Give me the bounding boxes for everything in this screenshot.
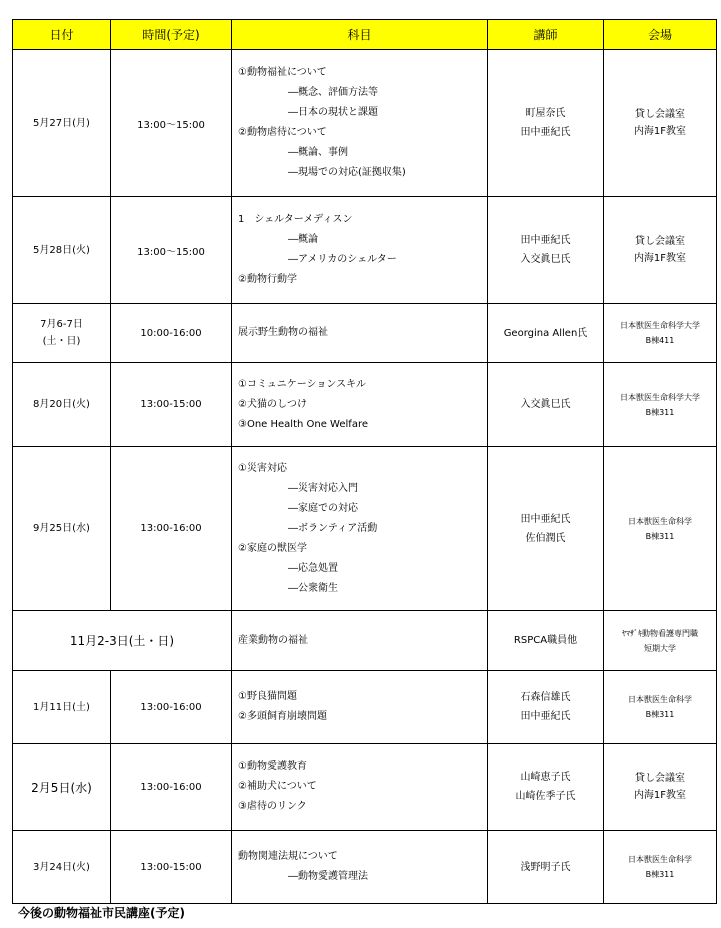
venue-line: B棟411 [645, 336, 675, 345]
header-subject: 科目 [232, 20, 488, 50]
page-caption: 今後の動物福祉市民講座(予定) [18, 906, 185, 920]
venue-cell [604, 50, 717, 197]
date-cell [13, 304, 111, 363]
instructor-name: 山崎恵子氏 [520, 772, 571, 783]
subject-cell [232, 197, 488, 304]
header-row [13, 20, 717, 50]
instructor-cell [488, 744, 604, 831]
date-cell: 1月11日(土) [13, 671, 111, 744]
subject-cell [232, 611, 488, 671]
venue-line: 内海1F教室 [633, 126, 687, 137]
venue-cell [604, 304, 717, 363]
subject-line: ―応急処置 [288, 562, 338, 574]
time-cell: 13:00-16:00 [111, 447, 232, 611]
time-cell: 13:00～15:00 [111, 197, 232, 304]
subject-line: ②動物虐待について [238, 127, 327, 138]
instructor-name: 佐伯潤氏 [525, 532, 566, 544]
subject-cell [232, 744, 488, 831]
subject-line: ―概念、評価方法等 [288, 87, 378, 98]
date-cell: 8月20日(火) [13, 363, 111, 447]
venue-line: 貸し会議室 [635, 236, 685, 247]
instructor-cell [488, 363, 604, 447]
date-cell: 9月25日(水) [13, 447, 111, 611]
subject-line: 展示野生動物の福祉 [238, 327, 328, 338]
instructor-name: 入交眞巳氏 [520, 399, 571, 410]
instructor-cell [488, 671, 604, 744]
time-cell: 13:00-15:00 [111, 831, 232, 904]
instructor-name: 町屋奈氏 [525, 108, 566, 119]
date-line: 7月6-7日 [40, 319, 83, 330]
table-row [13, 611, 717, 671]
subject-line: ③虐待のリンク [238, 801, 307, 812]
header-date: 日付 [13, 20, 111, 50]
table-row [13, 831, 717, 904]
subject-line: ―災害対応入門 [288, 482, 358, 494]
venue-line: 貸し会議室 [635, 109, 685, 120]
instructor-cell [488, 611, 604, 671]
instructor-cell [488, 304, 604, 363]
venue-line: 貸し会議室 [635, 773, 685, 784]
subject-line: ②犬猫のしつけ [238, 398, 307, 410]
subject-line: ―動物愛護管理法 [288, 871, 368, 882]
venue-cell [604, 831, 717, 904]
venue-line: 日本獣医生命科学 [628, 516, 692, 526]
subject-line: ―ボランティア活動 [288, 522, 378, 534]
date-cell: 5月28日(火) [13, 197, 111, 304]
instructor-name: 田中亜紀氏 [520, 127, 571, 138]
subject-line: ―日本の現状と課題 [288, 107, 378, 118]
time-cell: 13:00-16:00 [111, 744, 232, 831]
subject-line: ③One Health One Welfare [238, 418, 368, 430]
subject-line: ―公衆衛生 [288, 582, 338, 594]
table-row [13, 50, 717, 197]
table-row [13, 671, 717, 744]
instructor-name: 田中亜紀氏 [520, 513, 571, 525]
instructor-name: 浅野明子氏 [520, 861, 571, 873]
instructor-cell [488, 197, 604, 304]
venue-cell [604, 611, 717, 671]
venue-line: 内海1F教室 [633, 790, 687, 801]
instructor-name: 山崎佐季子氏 [515, 791, 576, 802]
venue-cell [604, 671, 717, 744]
table-row [13, 744, 717, 831]
table-row [13, 363, 717, 447]
subject-line: ①コミュニケーションスキル [238, 378, 366, 390]
table-row [13, 197, 717, 304]
header-time: 時間(予定) [111, 20, 232, 50]
subject-line: ①野良猫問題 [238, 691, 297, 702]
subject-line: ―家庭での対応 [288, 502, 358, 514]
instructor-name: 田中亜紀氏 [520, 711, 571, 722]
subject-line: 動物関連法規について [238, 851, 338, 862]
venue-line: B棟311 [645, 710, 675, 719]
table-row [13, 447, 717, 611]
date-cell: 11月2-3日(土・日) [13, 611, 232, 671]
time-cell: 10:00-16:00 [111, 304, 232, 363]
time-cell: 13:00-15:00 [111, 363, 232, 447]
time-cell: 13:00-16:00 [111, 671, 232, 744]
time-cell: 13:00～15:00 [111, 50, 232, 197]
subject-cell [232, 50, 488, 197]
subject-line: ―現場での対応(証拠収集) [288, 167, 406, 178]
venue-line: B棟311 [645, 870, 675, 879]
subject-line: 1 シェルターメディスン [238, 214, 353, 225]
instructor-cell [488, 50, 604, 197]
venue-line: 日本獣医生命科学大学 [620, 392, 700, 402]
date-cell: 2月5日(水) [13, 744, 111, 831]
venue-line: 日本獣医生命科学大学 [620, 321, 700, 330]
schedule-table [12, 19, 717, 904]
venue-cell [604, 744, 717, 831]
instructor-name: 石森信雄氏 [520, 692, 571, 703]
instructor-cell [488, 831, 604, 904]
venue-line: ﾔﾏｻﾞｷ動物看護専門職 [622, 628, 698, 638]
instructor-name: RSPCA職員他 [513, 635, 578, 646]
instructor-name: 田中亜紀氏 [520, 235, 571, 246]
header-instructor: 講師 [488, 20, 604, 50]
date-cell: 5月27日(月) [13, 50, 111, 197]
subject-line: ②多頭飼育崩壊問題 [238, 711, 327, 722]
subject-cell [232, 363, 488, 447]
subject-line: ①動物福祉について [238, 67, 327, 78]
subject-line: ―概論、事例 [288, 147, 348, 158]
date-line: (土・日) [42, 336, 81, 347]
subject-line: 産業動物の福祉 [238, 634, 308, 646]
subject-line: ①災害対応 [238, 462, 287, 474]
venue-line: 日本獣医生命科学 [628, 855, 692, 864]
venue-line: B棟311 [645, 407, 675, 417]
date-cell: 3月24日(火) [13, 831, 111, 904]
venue-line: 短期大学 [644, 643, 676, 653]
subject-line: ―アメリカのシェルター [288, 254, 397, 265]
venue-line: B棟311 [645, 531, 675, 541]
instructor-name: 入交眞巳氏 [520, 254, 571, 265]
subject-cell [232, 831, 488, 904]
subject-line: ②補助犬について [238, 781, 317, 792]
subject-line: ①動物愛護教育 [238, 761, 307, 772]
venue-cell [604, 197, 717, 304]
subject-line: ②家庭の獣医学 [238, 542, 307, 554]
table-row [13, 304, 717, 363]
subject-line: ―概論 [288, 234, 318, 245]
subject-cell [232, 304, 488, 363]
subject-cell [232, 671, 488, 744]
venue-cell [604, 447, 717, 611]
subject-line: ②動物行動学 [238, 274, 297, 285]
header-venue: 会場 [604, 20, 717, 50]
venue-cell [604, 363, 717, 447]
subject-cell [232, 447, 488, 611]
venue-line: 内海1F教室 [633, 253, 687, 264]
instructor-cell [488, 447, 604, 611]
instructor-name: Georgina Allen氏 [503, 327, 588, 339]
venue-line: 日本獣医生命科学 [628, 695, 692, 704]
